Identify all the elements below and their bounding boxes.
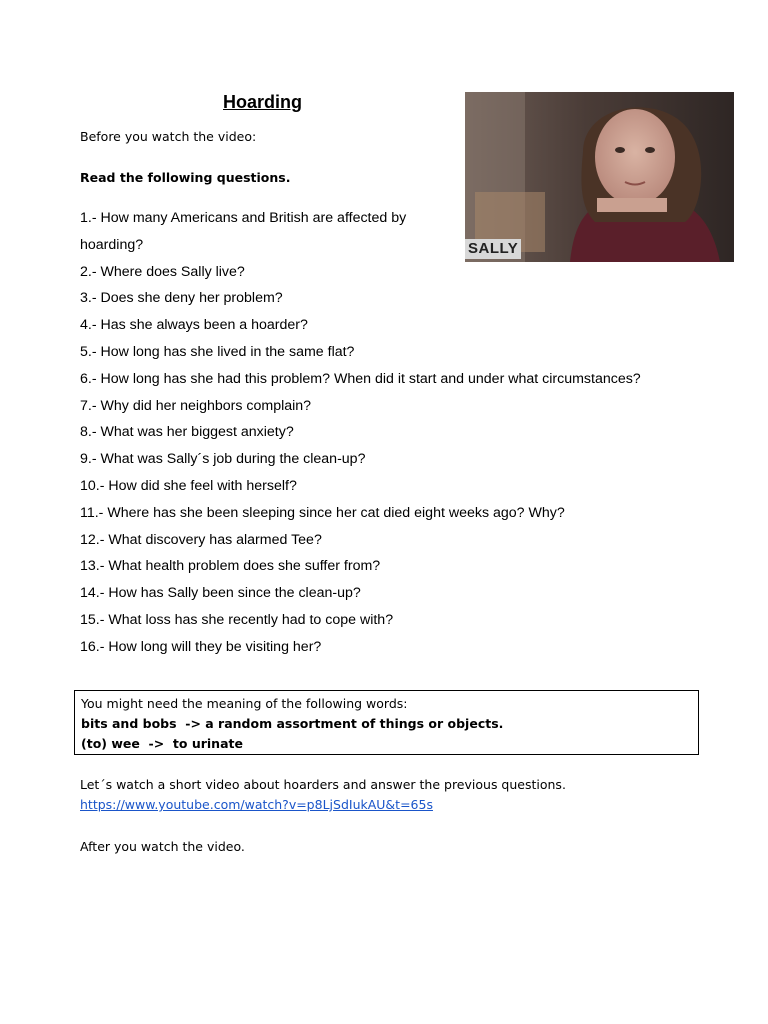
before-instructions: Before you watch the video: <box>80 129 257 144</box>
after-instructions: After you watch the video. <box>80 839 245 854</box>
question-item: 13.- What health problem does she suffer from? <box>80 558 381 575</box>
read-questions-heading: Read the following questions. <box>80 170 291 185</box>
watch-instructions: Let´s watch a short video about hoarders and answer the previous questions. <box>80 777 566 792</box>
video-still-image <box>465 92 734 262</box>
video-caption: SALLY <box>465 239 521 259</box>
vocab-item: bits and bobs -> a random assortment of things or objects. <box>81 716 504 731</box>
vocabulary-box <box>74 690 699 755</box>
video-link[interactable]: https://www.youtube.com/watch?v=p8LjSdIukAU&t=65s <box>80 797 433 812</box>
question-item: 14.- How has Sally been since the clean-up? <box>80 585 361 602</box>
question-item: 8.- What was her biggest anxiety? <box>80 424 294 441</box>
question-item: 2.- Where does Sally live? <box>80 263 245 280</box>
question-item: 1.- How many Americans and British are affected by hoarding? <box>80 210 407 253</box>
question-item: 16.- How long will they be visiting her? <box>80 638 322 655</box>
question-item: 10.- How did she feel with herself? <box>80 477 297 494</box>
question-item: 12.- What discovery has alarmed Tee? <box>80 531 322 548</box>
page-title: Hoarding <box>223 92 302 112</box>
question-item: 15.- What loss has she recently had to cope with? <box>80 611 394 628</box>
question-item: 5.- How long has she lived in the same flat? <box>80 343 355 360</box>
question-item: 9.- What was Sally´s job during the clean-up? <box>80 451 366 468</box>
vocab-intro: You might need the meaning of the following words: <box>81 696 408 711</box>
question-item: 4.- Has she always been a hoarder? <box>80 317 308 334</box>
question-item: 11.- Where has she been sleeping since her cat died eight weeks ago? Why? <box>80 504 565 521</box>
vocab-item: (to) wee -> to urinate <box>81 736 243 751</box>
question-list <box>80 205 641 661</box>
question-item: 6.- How long has she had this problem? When did it start and under what circumstances? <box>80 370 641 387</box>
question-item: 3.- Does she deny her problem? <box>80 290 283 307</box>
question-item: 7.- Why did her neighbors complain? <box>80 397 312 414</box>
